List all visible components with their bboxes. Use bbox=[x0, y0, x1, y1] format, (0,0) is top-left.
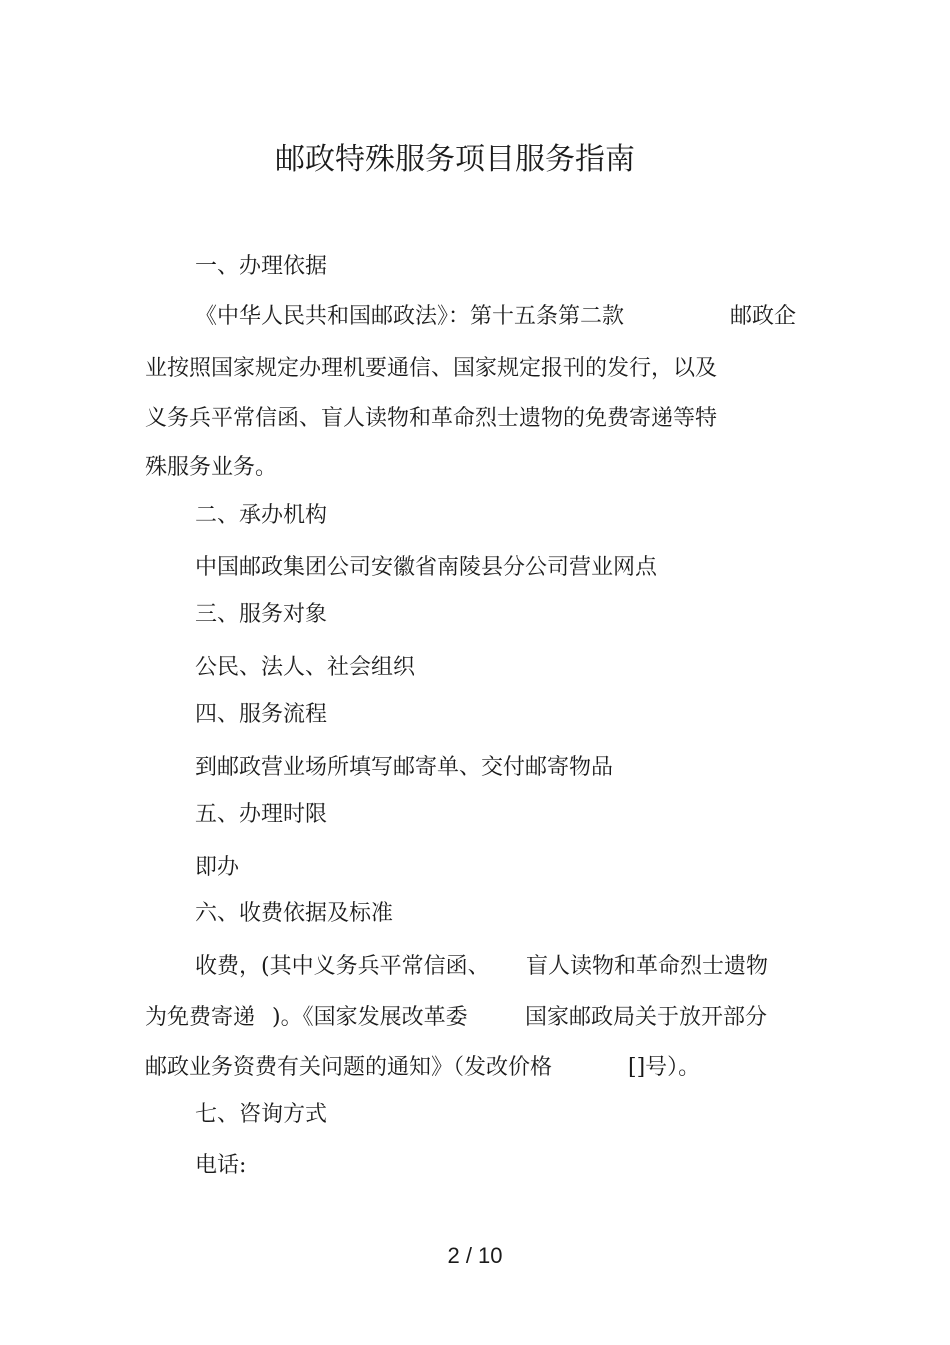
paragraph-line: 电话: bbox=[195, 1153, 247, 1178]
section-heading-fees: 六、收费依据及标准 bbox=[195, 901, 394, 926]
paragraph-line-fragment: )。《国家发展改革委 bbox=[272, 1005, 468, 1030]
paragraph-line: 《中华人民共和国邮政法》：第十五条第二款 bbox=[195, 304, 625, 329]
section-heading-organization: 二、承办机构 bbox=[195, 503, 328, 528]
document-title: 邮政特殊服务项目服务指南 bbox=[275, 142, 635, 177]
paragraph-line: 义务兵平常信函、盲人读物和革命烈士遗物的免费寄递等特 bbox=[145, 406, 718, 431]
paragraph-line-fragment: 邮政企 bbox=[730, 304, 797, 329]
paragraph-line: 业按照国家规定办理机要通信、国家规定报刊的发行，以及 bbox=[145, 356, 718, 381]
section-heading-time-limit: 五、办理时限 bbox=[195, 802, 328, 827]
paragraph-line: 到邮政营业场所填写邮寄单、交付邮寄物品 bbox=[195, 755, 614, 780]
paragraph-line: 中国邮政集团公司安徽省南陵县分公司营业网点 bbox=[195, 555, 658, 580]
paragraph-line-fragment: 国家邮政局关于放开部分 bbox=[525, 1005, 768, 1030]
paragraph-line: 公民、法人、社会组织 bbox=[195, 655, 416, 680]
paragraph-line: 邮政业务资费有关问题的通知》（发改价格 bbox=[145, 1055, 553, 1080]
section-heading-process: 四、服务流程 bbox=[195, 702, 328, 727]
paragraph-line-fragment: []号）。 bbox=[628, 1055, 701, 1080]
section-heading-basis: 一、办理依据 bbox=[195, 254, 328, 279]
section-heading-target: 三、服务对象 bbox=[195, 602, 328, 627]
page-number: 2 / 10 bbox=[447, 1243, 503, 1268]
paragraph-line-fragment: 盲人读物和革命烈士遗物 bbox=[526, 954, 769, 979]
paragraph-line: 为免费寄递 bbox=[145, 1005, 256, 1030]
paragraph-line: 收费，(其中义务兵平常信函、 bbox=[195, 954, 490, 979]
section-heading-contact: 七、咨询方式 bbox=[195, 1102, 328, 1127]
paragraph-line: 殊服务业务。 bbox=[145, 455, 278, 480]
paragraph-line: 即办 bbox=[195, 855, 240, 880]
